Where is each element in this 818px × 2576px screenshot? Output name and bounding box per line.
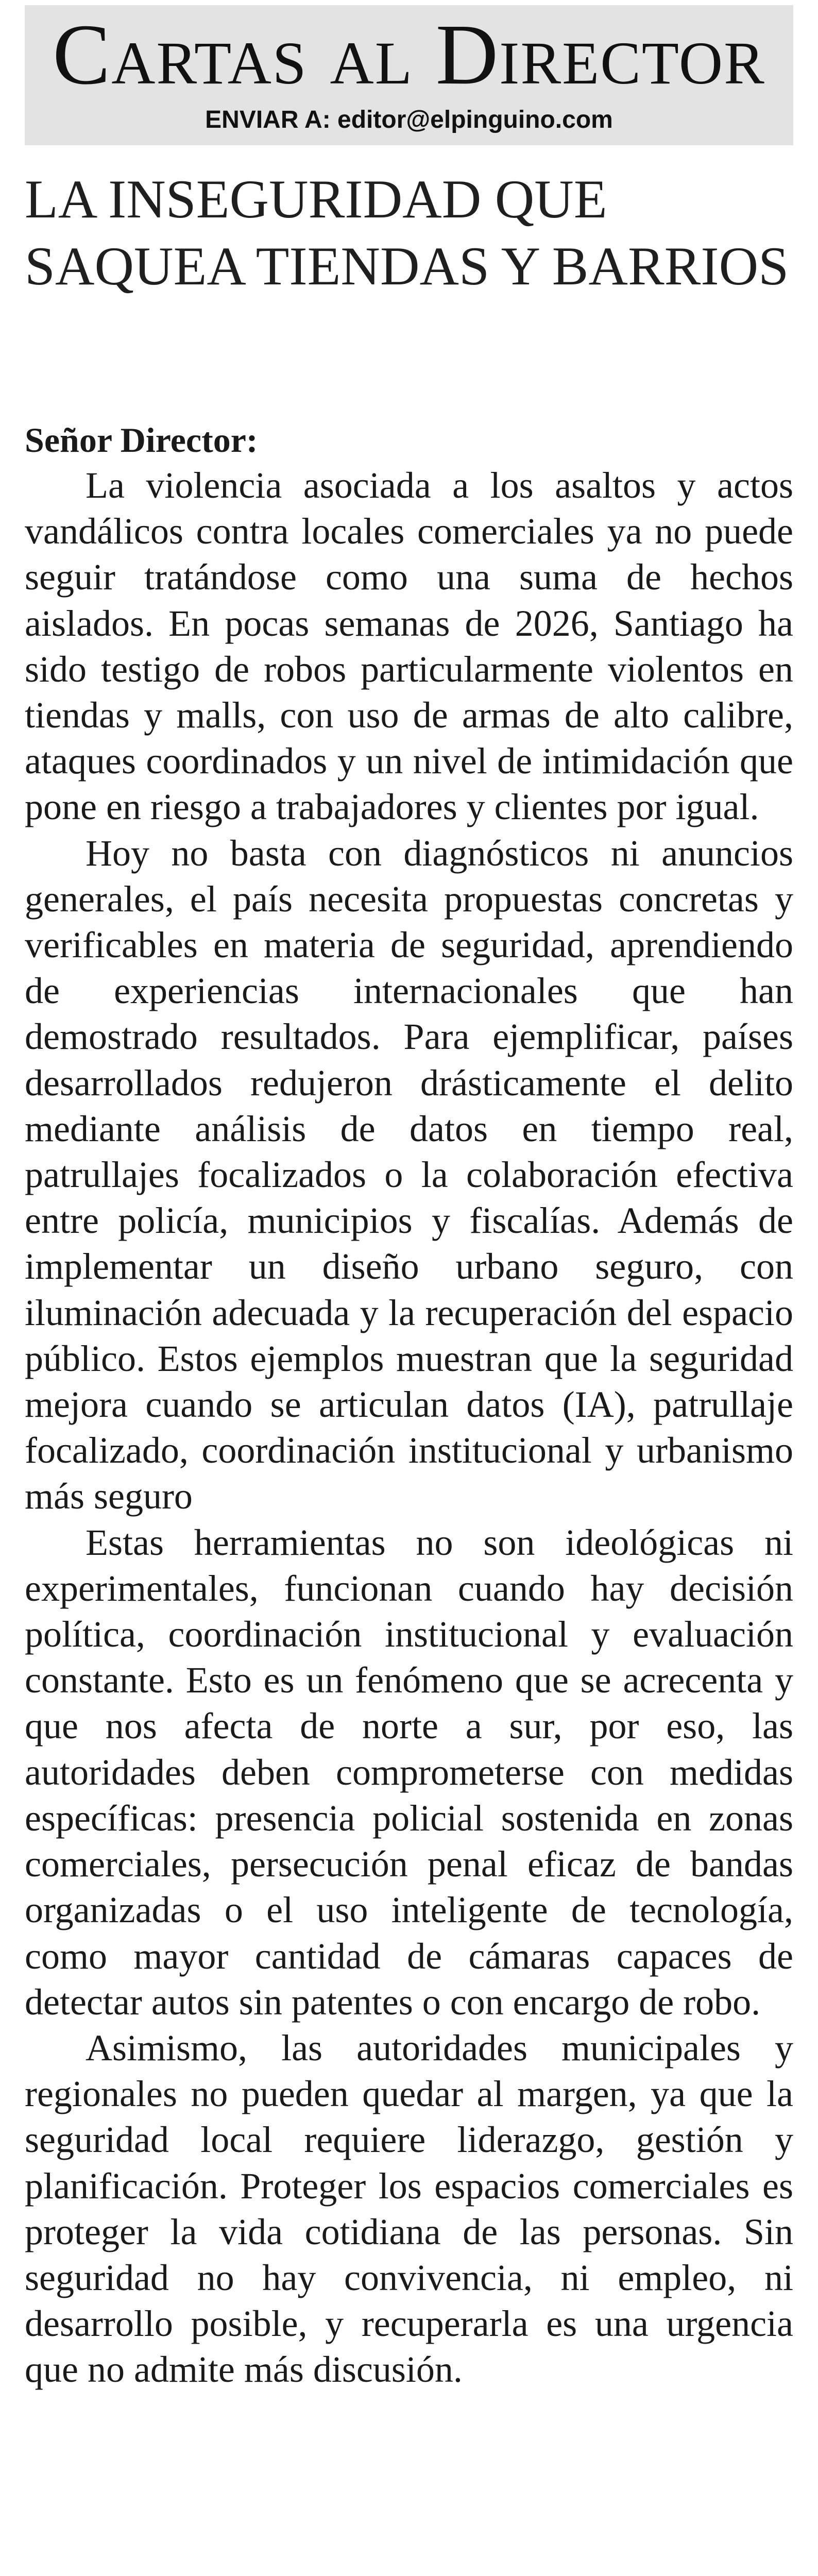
section-header xyxy=(25,5,793,145)
letter-paragraph-4: Asimismo, las autoridades municipales y regionales no pueden quedar al margen, ya que la seguridad local requiere liderazgo, gestión y planificación. Proteger los espacios comerciales es proteger la vida cotidiana de las personas. Sin seguridad no hay convivencia, ni empleo, ni desarrollo posible, y recuperarla es una urgencia que no admite más discusión. xyxy=(25,2027,793,2391)
letter-paragraph-2: Hoy no basta con diagnósticos ni anuncios generales, el país necesita propuestas concretas y verificables en materia de seguridad, aprendiendo de experiencias internacionales que han demostrado resultados. Para ejemplificar, países desarrollados redujeron drásticamente el delito mediante análisis de datos en tiempo real, patrullajes focalizados o la colaboración efectiva entre policía, municipios y fiscalías. Además de implementar un diseño urbano seguro, con iluminación adecuada y la recuperación del espacio público. Estos ejemplos muestran que la seguridad mejora cuando se articulan datos (IA), patrullaje focalizado, coordinación institucional y urbanismo más seguro xyxy=(25,832,793,1517)
letter-salutation: Señor Director: xyxy=(25,420,258,460)
letter-paragraph-1: La violencia asociada a los asaltos y actos vandálicos contra locales comerciales ya no puede seguir tratándose como una suma de hechos aislados. En pocas semanas de 2026, Santiago ha sido testigo de robos particularmente violentos en tiendas y malls, con uso de armas de alto calibre, ataques coordinados y un nivel de intimidación que pone en riesgo a trabajadores y clientes por igual. xyxy=(25,465,793,828)
letter-body xyxy=(25,463,793,2393)
section-title: Cartas al Director xyxy=(53,7,765,103)
letter-headline: LA INSEGURIDAD QUE SAQUEA TIENDAS Y BARRIOS xyxy=(25,169,789,296)
letter-paragraph-3: Estas herramientas no son ideológicas ni experimentales, funcionan cuando hay decisión política, coordinación institucional y evaluación constante. Esto es un fenómeno que se acrecenta y que nos afecta de norte a sur, por eso, las autoridades deben comprometerse con medidas específicas: presencia policial sostenida en zonas comerciales, persecución penal eficaz de bandas organizadas o el uso inteligente de tecnología, como mayor cantidad de cámaras capaces de detectar autos sin patentes o con encargo de robo. xyxy=(25,1521,793,2023)
submission-email-line: ENVIAR A: editor@elpinguino.com xyxy=(205,106,613,133)
